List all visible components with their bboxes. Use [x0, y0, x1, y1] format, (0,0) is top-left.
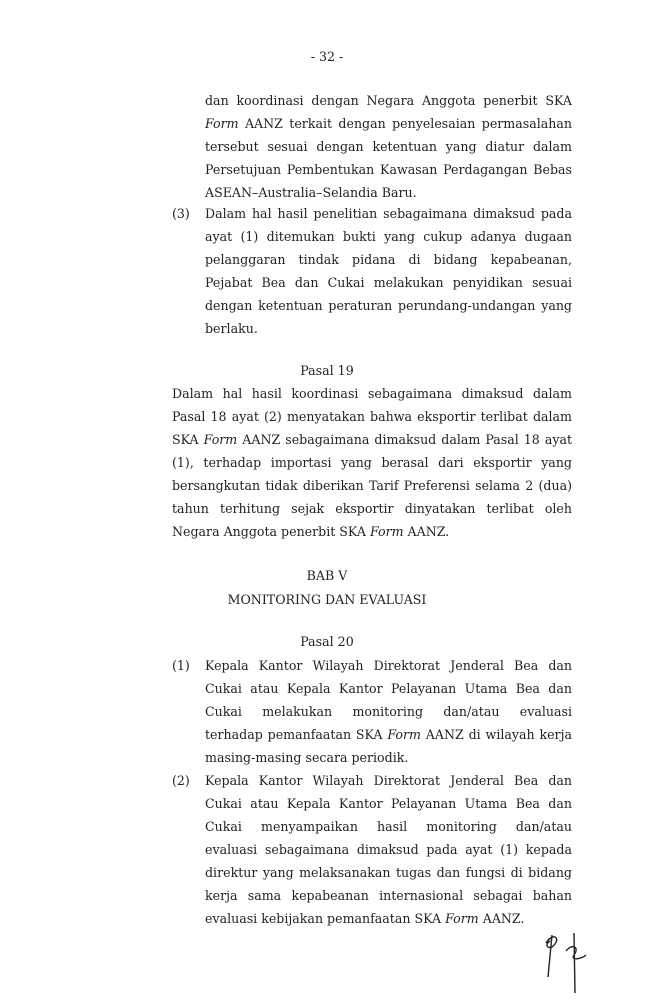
italic-term: Form [205, 116, 239, 131]
text-line: berlaku. [205, 321, 258, 336]
text-line: dengan ketentuan peraturan perundang-undangan yang [205, 298, 572, 313]
text-line: masing-masing secara periodik. [205, 750, 409, 765]
pasal-20-heading: Pasal 20 [300, 634, 354, 649]
text-line: SKA Form AANZ sebagaimana dimaksud dalam Pasal 18 ayat [172, 432, 573, 447]
continuation-paragraph [205, 89, 572, 204]
text-line: tahun terhitung sejak eksportir dinyatakan terlibat oleh [172, 501, 572, 516]
page-number: - 32 - [310, 49, 344, 64]
pasal-19-text [172, 382, 572, 543]
italic-term: Form [387, 727, 421, 742]
text-line: Kepala Kantor Wilayah Direktorat Jenderal Bea dan [205, 658, 572, 673]
text-line: Cukai menyampaikan hasil monitoring dan/atau [205, 819, 572, 834]
chapter-heading: BAB V [306, 568, 348, 583]
text-line: Negara Anggota penerbit SKA Form AANZ. [172, 524, 450, 539]
text-line: evaluasi kebijakan pemanfaatan SKA Form AANZ. [205, 911, 525, 926]
text-line: tersebut sesuai dengan ketentuan yang diatur dalam [205, 139, 572, 154]
italic-term: Form [369, 524, 404, 539]
text-line: ASEAN–Australia–Selandia Baru. [205, 185, 417, 200]
text-line: Cukai atau Kepala Kantor Pelayanan Utama Bea dan [205, 681, 572, 696]
text-line: Dalam hal hasil penelitian sebagaimana dimaksud pada [205, 206, 572, 221]
signature-initials [538, 925, 588, 995]
item-number: (3) [172, 206, 190, 221]
item-number: (2) [172, 773, 190, 788]
pasal-19-heading: Pasal 19 [300, 363, 354, 378]
text-line: evaluasi sebagaimana dimaksud pada ayat (1) kepada [205, 842, 572, 857]
italic-term: Form [445, 911, 479, 926]
text-line: Cukai atau Kepala Kantor Pelayanan Utama Bea dan [205, 796, 572, 811]
italic-term: Form [203, 432, 238, 447]
text-line: Persetujuan Pembentukan Kawasan Perdagangan Bebas [205, 162, 572, 177]
text-line: ayat (1) ditemukan bukti yang cukup adanya dugaan [205, 229, 572, 244]
text-line: Pejabat Bea dan Cukai melakukan penyidikan sesuai [205, 275, 572, 290]
text-line: Kepala Kantor Wilayah Direktorat Jenderal Bea dan [205, 773, 572, 788]
text-line: Pasal 18 ayat (2) menyatakan bahwa eksportir terlibat dalam [172, 409, 572, 424]
chapter-title: MONITORING DAN EVALUASI [227, 592, 427, 607]
text-line: Dalam hal hasil koordinasi sebagaimana dimaksud dalam [172, 386, 572, 401]
item-3-text [205, 202, 572, 340]
text-line: Form AANZ terkait dengan penyelesaian permasalahan [205, 116, 572, 131]
pasal-20-item-1-text [205, 654, 572, 769]
text-line: pelanggaran tindak pidana di bidang kepabeanan, [205, 252, 572, 267]
text-line: Cukai melakukan monitoring dan/atau evaluasi [205, 704, 572, 719]
text-line: kerja sama kepabeanan internasional sebagai bahan [205, 888, 572, 903]
item-number: (1) [172, 658, 190, 673]
text-line: bersangkutan tidak diberikan Tarif Preferensi selama 2 (dua) [172, 478, 572, 493]
text-line: terhadap pemanfaatan SKA Form AANZ di wilayah kerja [205, 727, 572, 742]
text-line: dan koordinasi dengan Negara Anggota penerbit SKA [205, 93, 572, 108]
pasal-20-item-2-text [205, 769, 572, 930]
text-line: (1), terhadap importasi yang berasal dari eksportir yang [172, 455, 572, 470]
text-line: direktur yang melaksanakan tugas dan fungsi di bidang [205, 865, 572, 880]
